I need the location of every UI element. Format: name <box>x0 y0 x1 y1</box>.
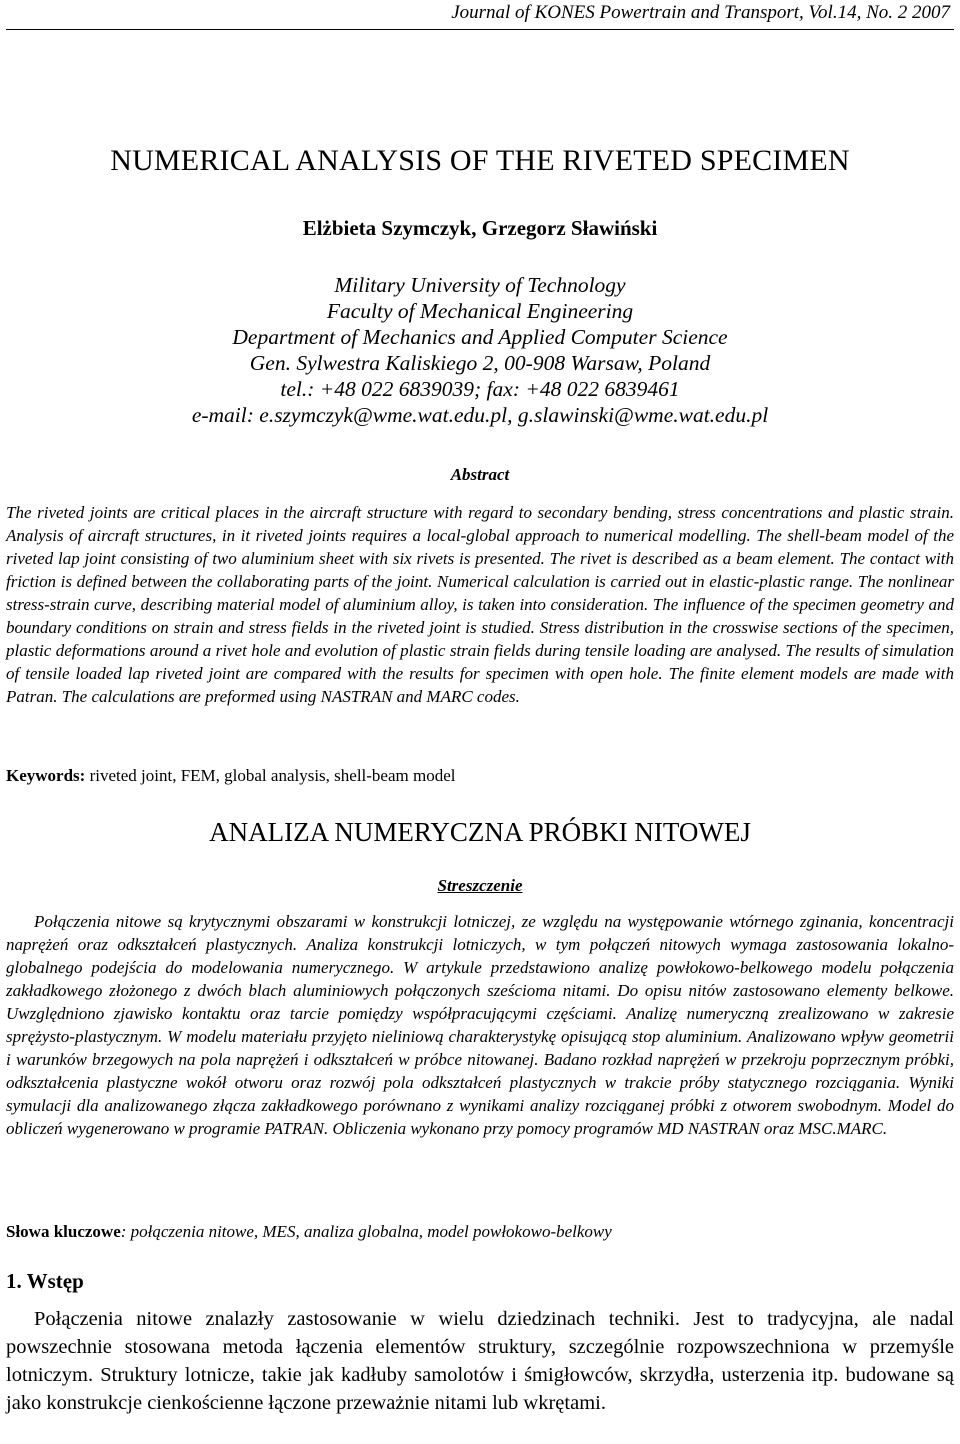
affiliation-line: Department of Mechanics and Applied Computer Science <box>232 325 728 349</box>
polish-keywords-label: Słowa kluczowe <box>6 1222 121 1241</box>
affiliation-line: Faculty of Mechanical Engineering <box>326 299 634 323</box>
streszczenie-text: Połączenia nitowe są krytycznymi obszarami w konstrukcji lotniczej, ze względu na występowanie wtórnego zginania, koncentracji naprężeń oraz odkształceń plastycznych. Analiza konstrukcji lotniczych, w tym połączeń nitowych wymaga zastosowania lokalno-globalnego podejścia do modelowania numerycznego. W artykule przedstawiono analizę powłokowo-belkowego modelu połączenia zakładkowego złożonego z dwóch blach aluminiowych połączonych sześcioma nitami. Do opisu nitów zastosowano elementy belkowe. Uwzględniono zjawisko kontaktu oraz tarcie pomiędzy współpracującymi częściami. Analizę numeryczną zrealizowano w zakresie sprężysto-plastycznym. W modelu materiału przyjęto nieliniową charakterystykę opisującą stop aluminium. Analizowano wpływ geometrii i warunków brzegowych na pola naprężeń i odkształceń w próbce nitowanej. Badano rozkład naprężeń w przekroju poprzecznym próbki, odkształcenia plastyczne wokół otworu oraz rozwój pola odkształceń plastycznych w trakcie próby statycznego rozciągania. Wyniki symulacji dla analizowanego złącza zakładkowego porównano z wynikami analizy rozciąganej próbki z otworem swobodnym. Model do obliczeń wygenerowano w programie PATRAN. Obliczenia wykonano przy pomocy programów MD NASTRAN oraz MSC.MARC. <box>6 912 954 1138</box>
journal-header: Journal of KONES Powertrain and Transport, Vol.14, No. 2 2007 <box>451 2 950 23</box>
streszczenie-heading: Streszczenie <box>437 876 523 895</box>
affiliation-email: e-mail: e.szymczyk@wme.wat.edu.pl, g.slawinski@wme.wat.edu.pl <box>191 403 769 427</box>
polish-keywords <box>6 1221 954 1243</box>
section-body: Połączenia nitowe znalazły zastosowanie w wielu dziedzinach techniki. Jest to tradycyjna, ale nadal powszechnie stosowana metoda łączenia elementów struktury, szczególnie rozpowszechniona w przemyśle lotniczym. Struktury lotnicze, takie jak kadłuby samolotów i śmigłowców, skrzydła, usterzenia itp. budowane są jako konstrukcje cienkościenne łączone przeważnie nitami lub wkrętami. <box>6 1308 954 1414</box>
affiliation <box>0 272 960 428</box>
affiliation-line: Gen. Sylwestra Kaliskiego 2, 00-908 Warsaw, Poland <box>249 351 711 375</box>
affiliation-line: tel.: +48 022 6839039; fax: +48 022 6839461 <box>280 377 680 401</box>
polish-keywords-text: : połączenia nitowe, MES, analiza globalna, model powłokowo-belkowy <box>120 1222 612 1241</box>
paper-title: NUMERICAL ANALYSIS OF THE RIVETED SPECIMEN <box>110 144 850 177</box>
section-heading: 1. Wstęp <box>6 1269 84 1293</box>
polish-title: ANALIZA NUMERYCZNA PRÓBKI NITOWEJ <box>209 817 751 847</box>
header-rule <box>6 29 954 30</box>
abstract-heading: Abstract <box>450 465 510 484</box>
authors: Elżbieta Szymczyk, Grzegorz Sławiński <box>302 216 658 240</box>
keywords-label: Keywords: <box>6 766 86 785</box>
keywords <box>6 765 954 787</box>
affiliation-line: Military University of Technology <box>334 273 626 297</box>
keywords-text: riveted joint, FEM, global analysis, shell-beam model <box>85 766 456 785</box>
abstract-text: The riveted joints are critical places in the aircraft structure with regard to secondary bending, stress concentrations and plastic strain. Analysis of aircraft structures, in it riveted joints requires a local-global approach to numerical modelling. The shell-beam model of the riveted lap joint consisting of two aluminium sheet with six rivets is presented. The rivet is described as a beam element. The contact with friction is defined between the collaborating parts of the joint. Numerical calculation is carried out in elastic-plastic range. The nonlinear stress-strain curve, describing material model of aluminium alloy, is taken into consideration. The influence of the specimen geometry and boundary conditions on strain and stress fields in the riveted joint is studied. Stress distribution in the crosswise sections of the specimen, plastic deformations around a rivet hole and evolution of plastic strain fields during tensile loading are analysed. The results of simulation of tensile loaded lap riveted joint are compared with the results for specimen with open hole. The finite element models are made with Patran. The calculations are preformed using NASTRAN and MARC codes. <box>6 503 954 706</box>
